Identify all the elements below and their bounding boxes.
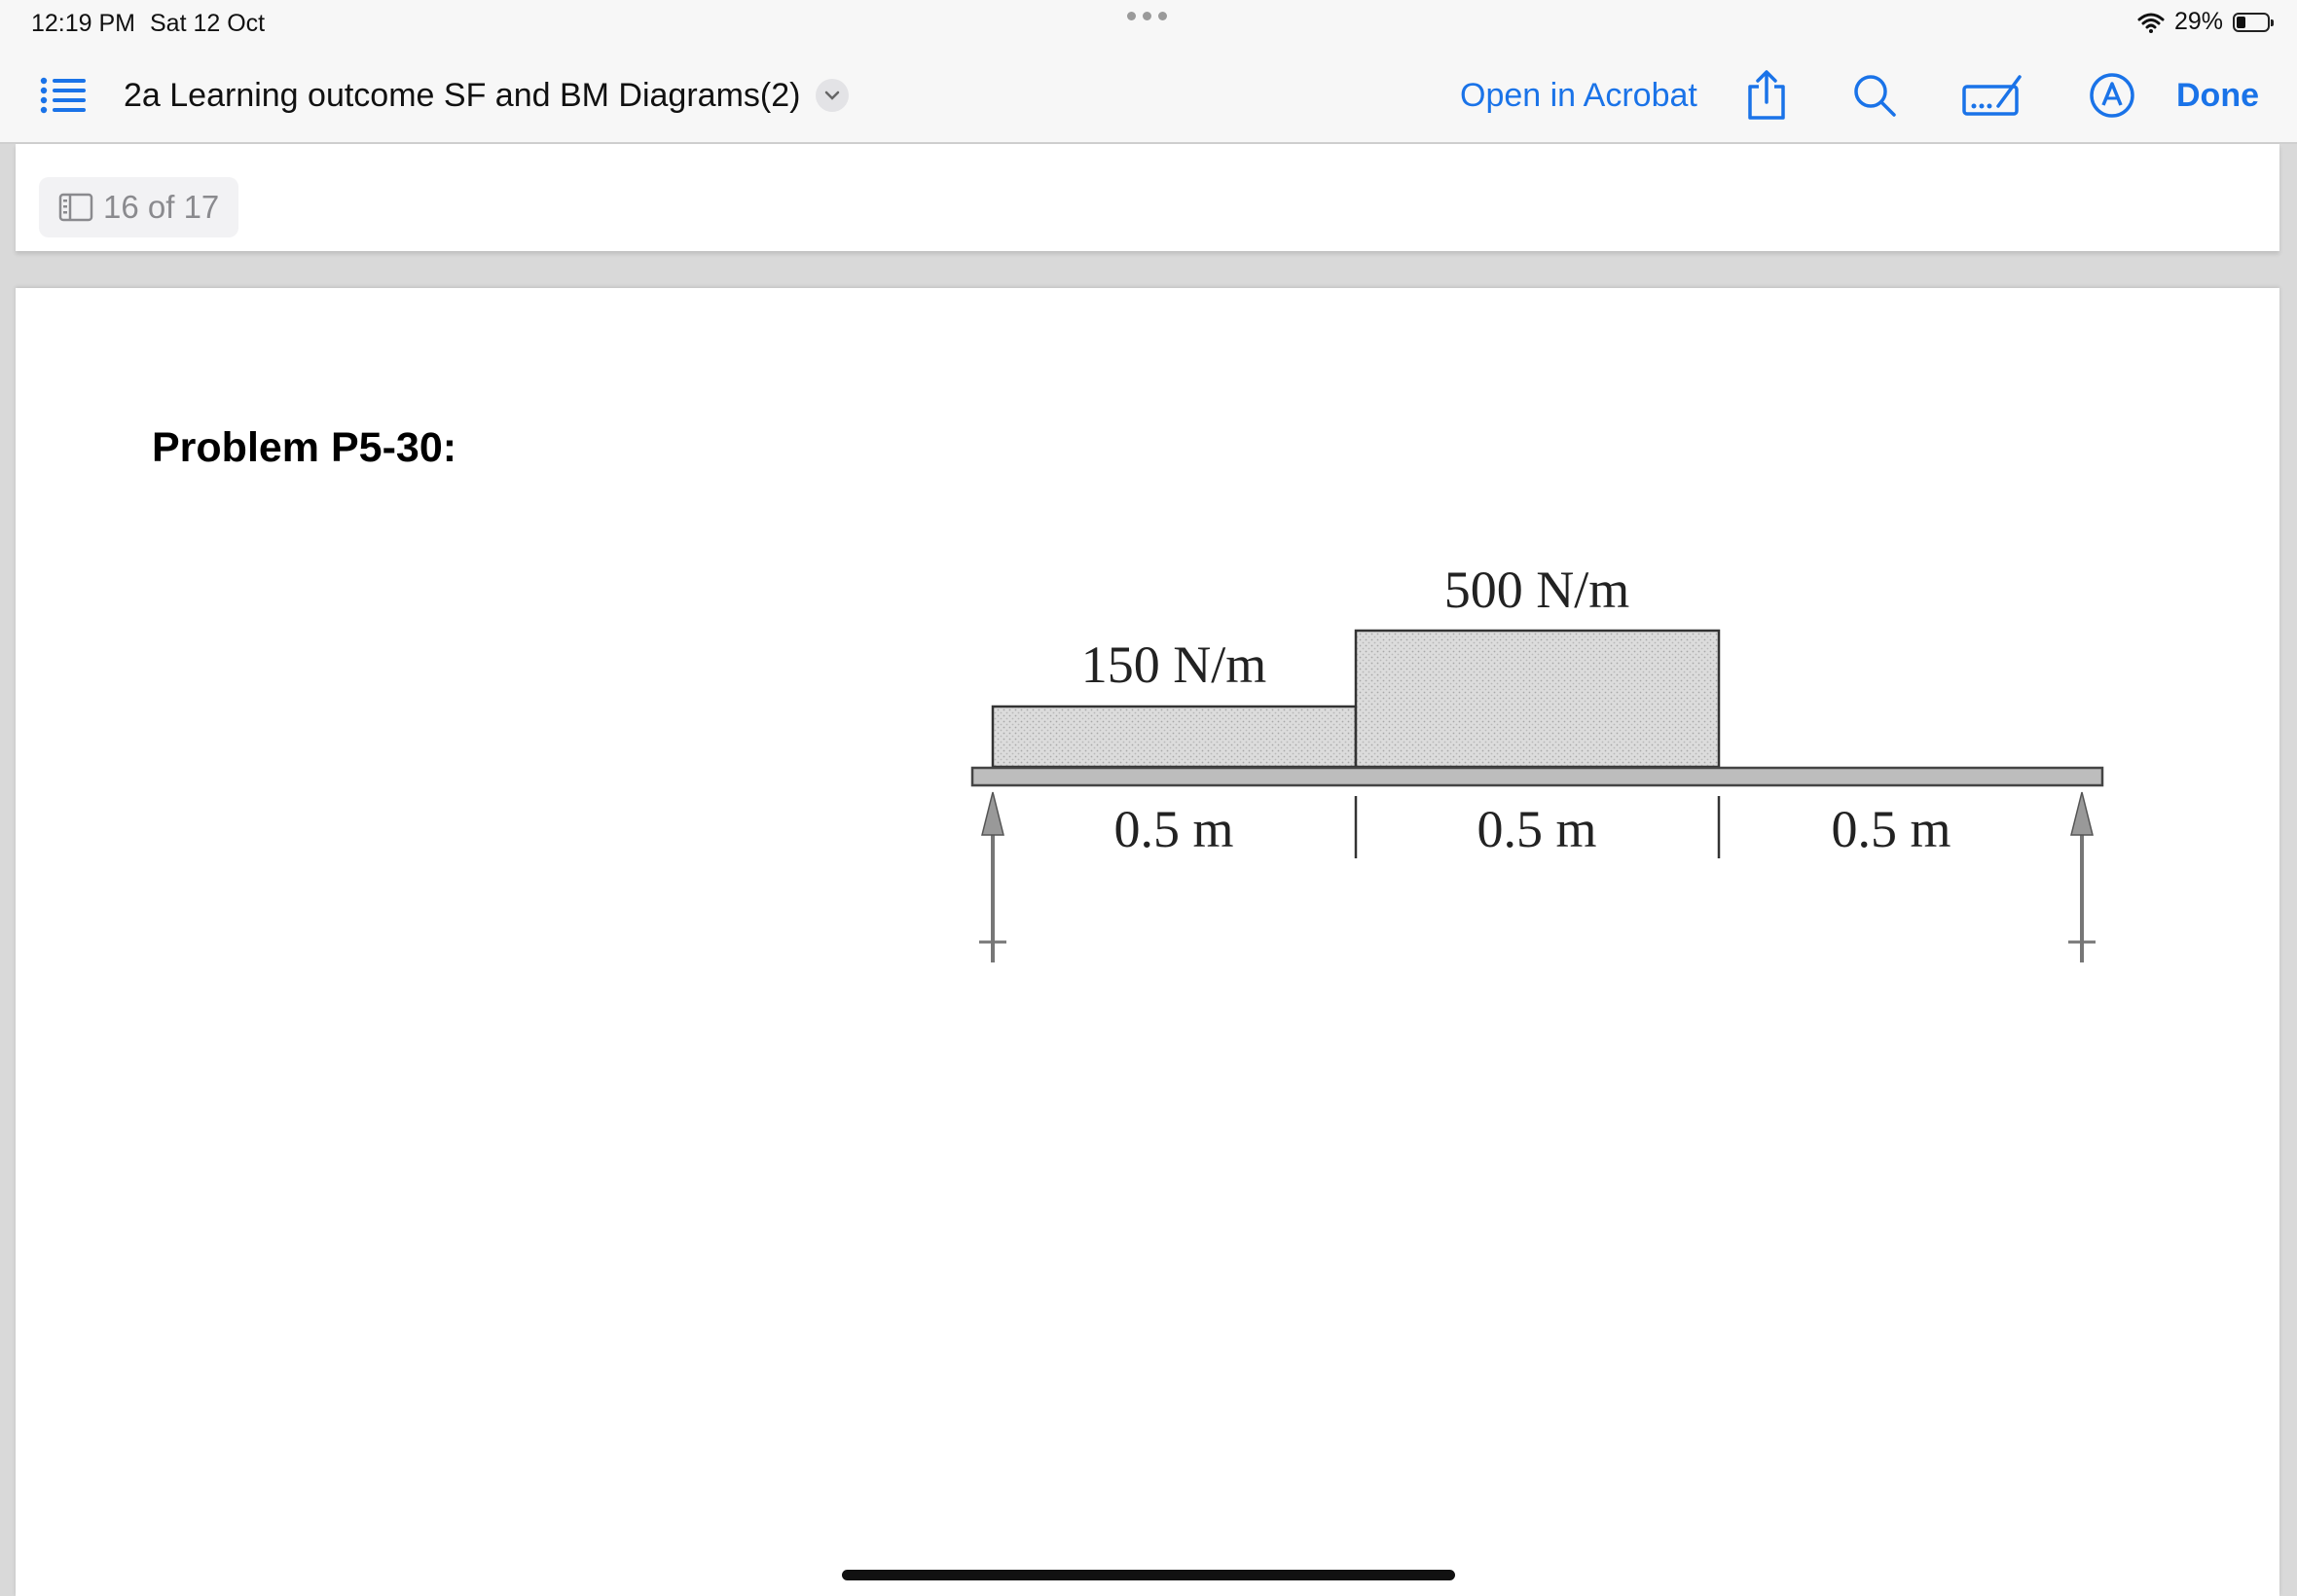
problem-title: Problem P5-30: xyxy=(152,424,457,471)
toolbar xyxy=(0,47,2297,144)
signature-icon xyxy=(1961,73,2024,118)
document-title-button[interactable] xyxy=(124,47,849,144)
markup-icon xyxy=(2089,72,2135,119)
multitasking-dots-icon[interactable] xyxy=(1127,12,1167,20)
markup-button[interactable] xyxy=(2089,47,2135,144)
reaction-arrow-right xyxy=(2068,792,2096,962)
share-icon xyxy=(1745,69,1788,122)
done-button[interactable] xyxy=(2176,47,2259,144)
span-label-1: 0.5 m xyxy=(1113,800,1234,858)
page-indicator-label: 16 of 17 xyxy=(103,189,220,225)
open-in-acrobat-button[interactable] xyxy=(1460,47,1697,144)
battery-level xyxy=(2237,17,2245,28)
home-indicator[interactable] xyxy=(842,1570,1455,1580)
battery-percent: 29% xyxy=(2173,8,2223,35)
search-icon xyxy=(1852,73,1897,118)
page-indicator[interactable] xyxy=(39,177,238,237)
wifi-icon xyxy=(2137,12,2165,33)
load-left-label: 150 N/m xyxy=(1080,635,1267,694)
list-icon xyxy=(39,76,88,115)
status-bar xyxy=(0,0,2297,47)
status-right xyxy=(2137,8,2270,36)
load-middle-label: 500 N/m xyxy=(1443,561,1630,619)
status-time: 12:19 PM xyxy=(31,10,136,37)
document-title: 2a Learning outcome SF and BM Diagrams(2) xyxy=(124,76,801,114)
status-date: Sat 12 Oct xyxy=(150,10,266,37)
pdf-page[interactable] xyxy=(16,288,2279,1596)
load-block-middle xyxy=(1356,631,1719,767)
thumbnail-sidebar-icon xyxy=(58,193,93,222)
battery-icon xyxy=(2233,13,2270,32)
list-button[interactable] xyxy=(39,47,88,144)
page-strip xyxy=(16,144,2279,251)
share-button[interactable] xyxy=(1745,47,1788,144)
beam-diagram xyxy=(16,288,2279,1596)
signature-button[interactable] xyxy=(1961,47,2024,144)
chevron-down-icon[interactable] xyxy=(816,79,849,112)
span-label-2: 0.5 m xyxy=(1477,800,1597,858)
done-label: Done xyxy=(2176,76,2259,114)
reaction-arrow-left xyxy=(979,792,1006,962)
span-label-3: 0.5 m xyxy=(1831,800,1951,858)
open-in-acrobat-label: Open in Acrobat xyxy=(1460,76,1697,114)
search-button[interactable] xyxy=(1852,47,1897,144)
load-block-left xyxy=(993,707,1356,767)
beam xyxy=(972,768,2102,785)
